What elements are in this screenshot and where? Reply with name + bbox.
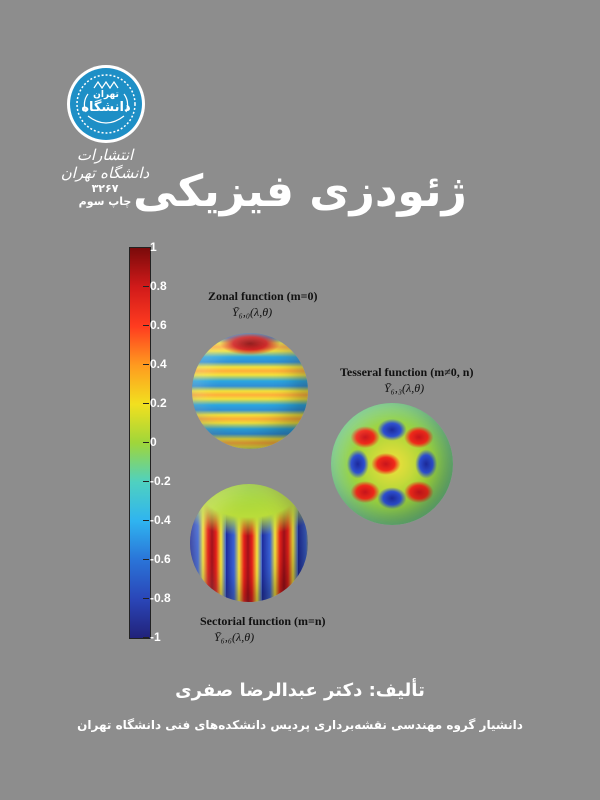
colorbar-tick-label: -0.2 (150, 474, 171, 488)
colorbar-tick-mark (143, 403, 149, 404)
colorbar-tick-label: -0.6 (150, 552, 171, 566)
colorbar-tick-mark (143, 325, 149, 326)
colorbar-tick-mark (143, 559, 149, 560)
colorbar-tick-label: 0 (150, 435, 157, 449)
colorbar-tick-mark (143, 247, 149, 248)
colorbar-tick-mark (143, 637, 149, 638)
zonal-label: Zonal function (m=0) (208, 289, 318, 303)
colorbar (129, 247, 151, 639)
colorbar-tick-label: 0.6 (150, 318, 167, 332)
tesseral-label: Tesseral function (m≠0, n) (340, 365, 474, 379)
colorbar-tick-label: 0.8 (150, 279, 167, 293)
colorbar-tick-mark (143, 598, 149, 599)
colorbar-tick-label: -0.8 (150, 591, 171, 605)
colorbar-tick-mark (143, 481, 149, 482)
zonal-formula: Ȳ₆,₀(λ,θ) (232, 305, 273, 319)
colorbar-tick-label: 1 (150, 240, 157, 254)
svg-text:تهران: تهران (93, 90, 119, 100)
colorbar-tick-mark (143, 442, 149, 443)
publisher-name: انتشارات دانشگاه تهران (60, 146, 150, 182)
colorbar-tick-label: 0.2 (150, 396, 167, 410)
author-line: تألیف: دکتر عبدالرضا صفری (175, 680, 425, 701)
sectorial-label: Sectorial function (m=n) (200, 614, 326, 628)
tesseral-sphere (331, 403, 453, 525)
tesseral-formula: Ȳ₆,₃(λ,θ) (384, 381, 425, 395)
colorbar-tick-label: -1 (150, 630, 161, 644)
edition-label: چاپ سوم (78, 195, 132, 208)
colorbar-tick-mark (143, 520, 149, 521)
colorbar-tick-label: -0.4 (150, 513, 171, 527)
colorbar-tick-label: 0.4 (150, 357, 167, 371)
series-number: ۳۲۶۷ (91, 182, 119, 195)
author-affiliation: دانشیار گروه مهندسی نقشه‌برداری پردیس دانشکده‌های فنی دانشگاه تهران (77, 718, 523, 732)
colorbar-tick-mark (143, 286, 149, 287)
colorbar-tick-mark (143, 364, 149, 365)
svg-text:دانشگاه: دانشگاه (81, 100, 131, 115)
sectorial-sphere (190, 484, 308, 602)
university-seal-logo (66, 64, 146, 144)
sectorial-formula: Ȳ₆,₆(λ,θ) (214, 630, 255, 644)
book-title: ژئودزی فیزیکی (133, 166, 467, 217)
zonal-sphere (192, 333, 308, 449)
